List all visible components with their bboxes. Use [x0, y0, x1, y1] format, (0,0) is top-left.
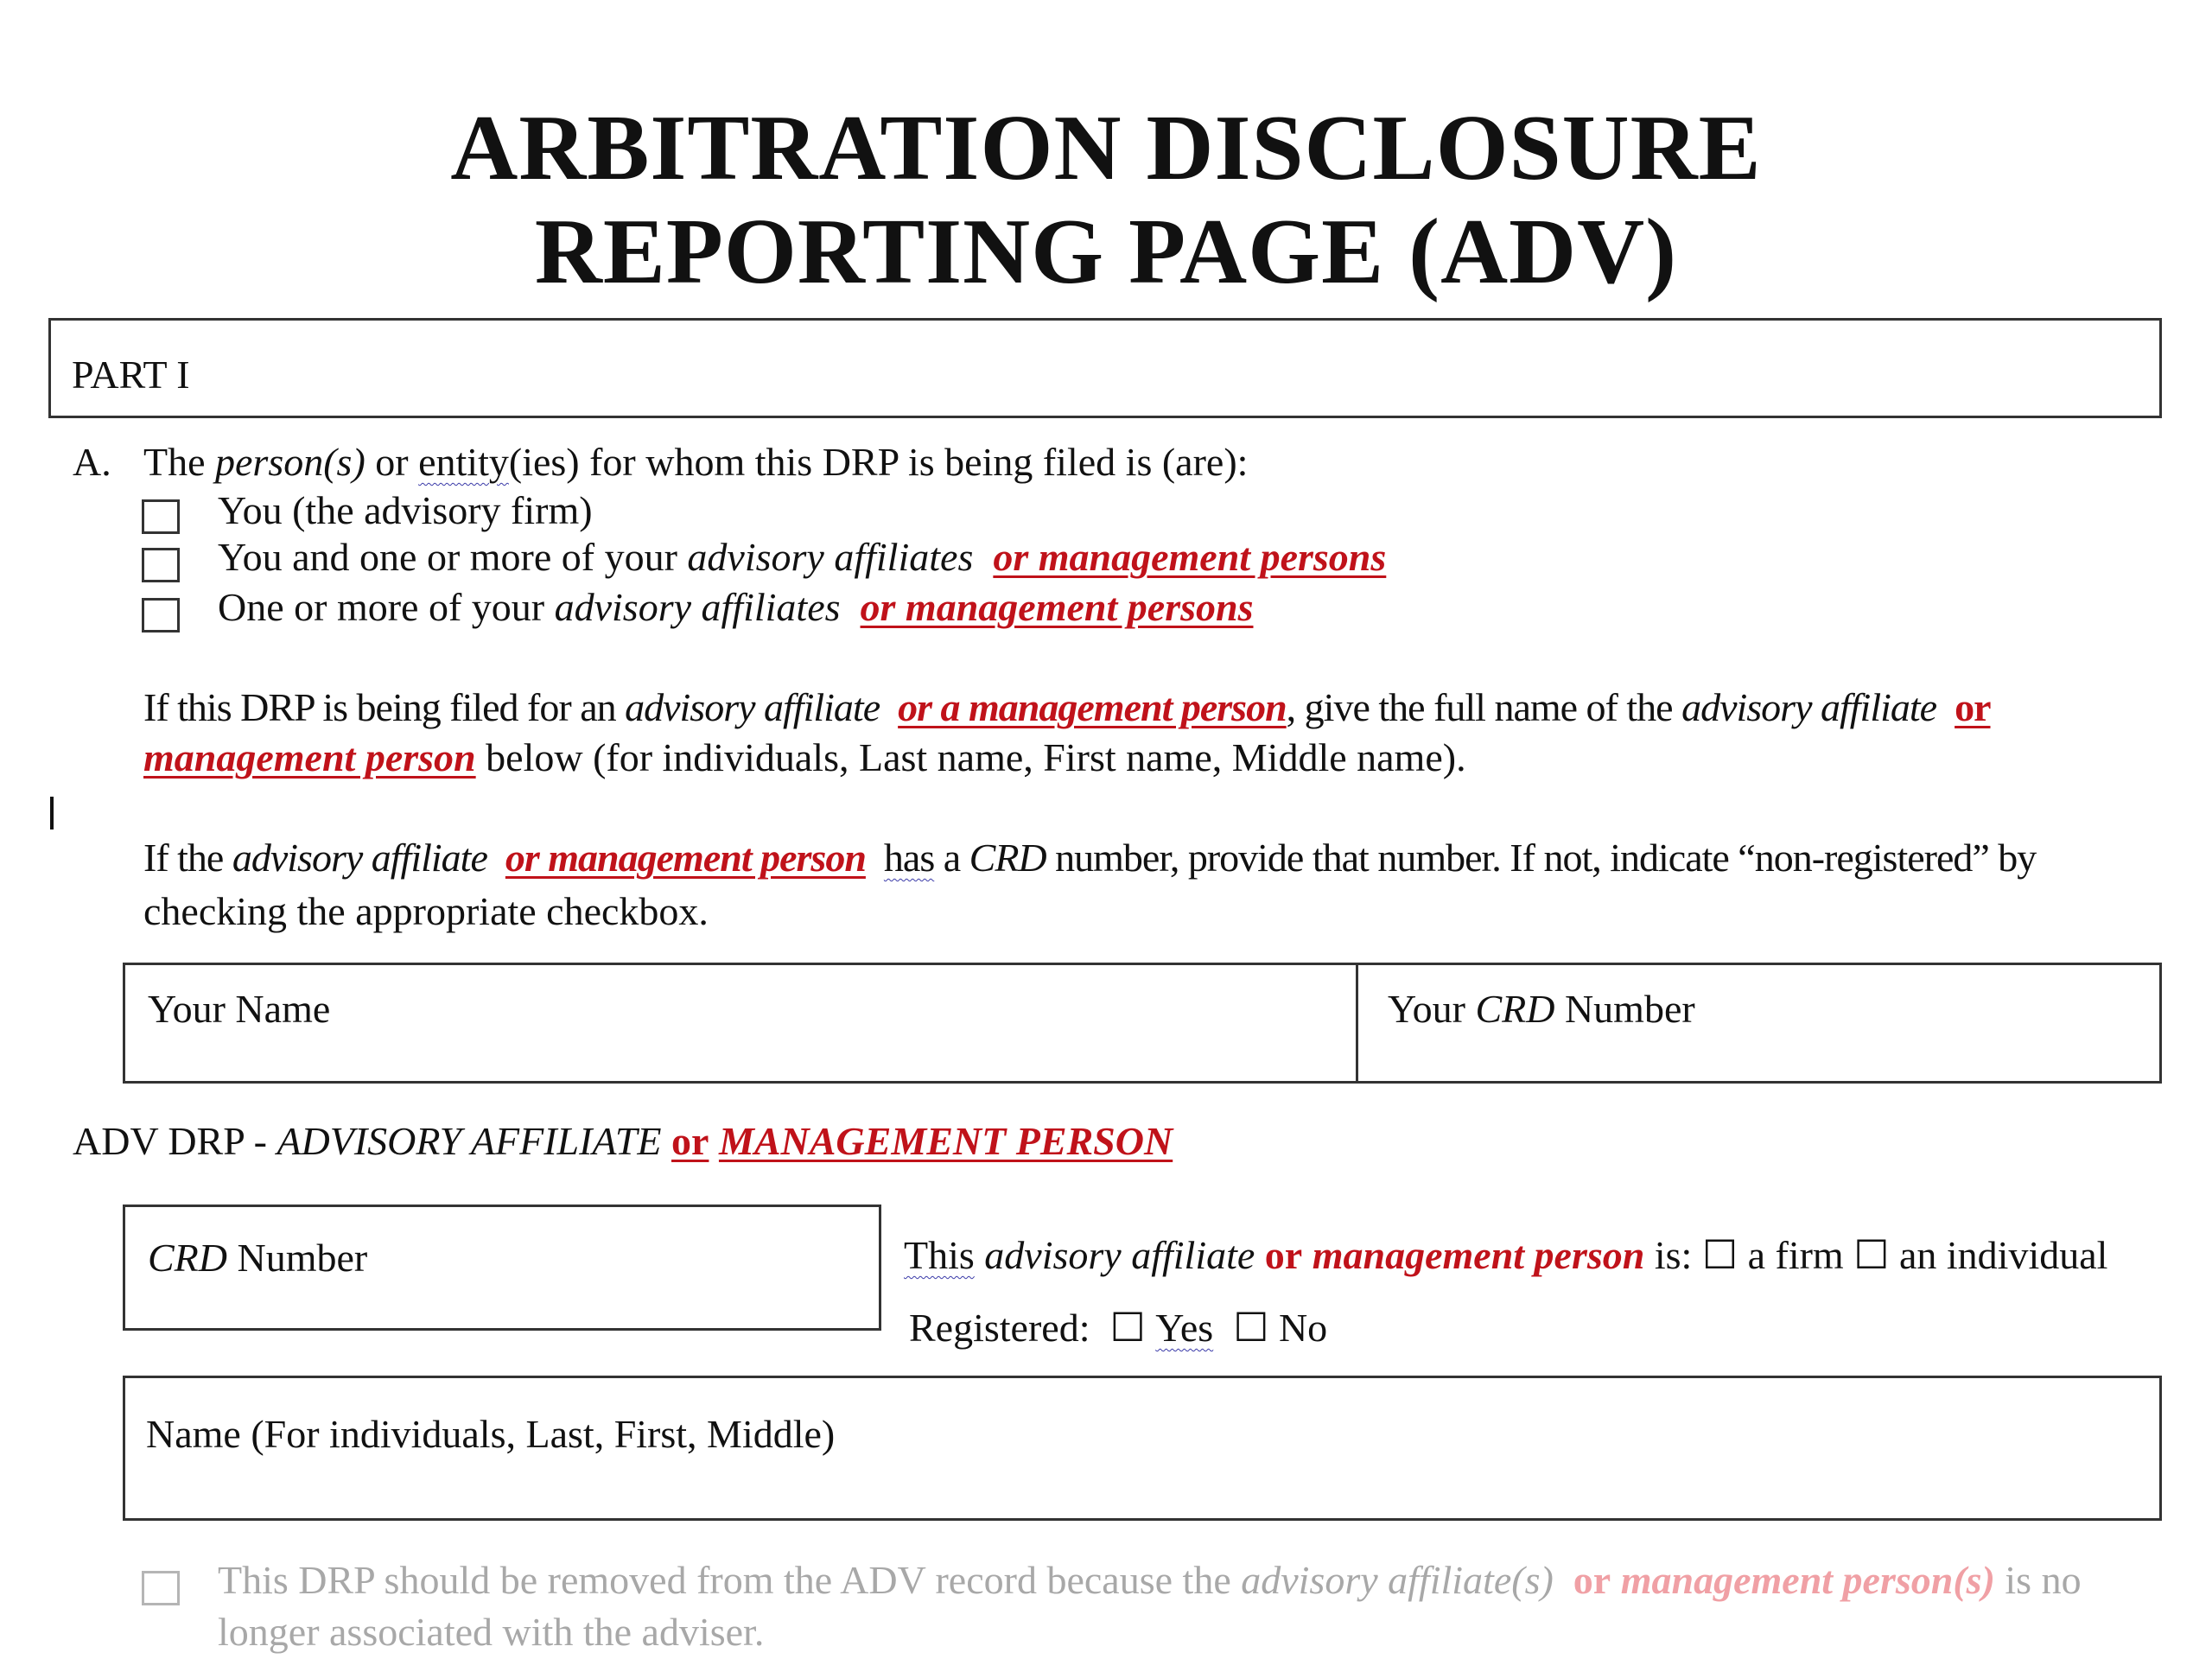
affiliate-name-field[interactable]	[123, 1376, 2162, 1521]
remove-drp-checkbox[interactable]	[142, 1571, 180, 1605]
registered-no-checkbox[interactable]: ☐	[1233, 1306, 1269, 1350]
page-title-line-2: REPORTING PAGE (ADV)	[534, 200, 1678, 303]
instruction-paragraph-2-line-2: checking the appropriate checkbox.	[143, 889, 709, 933]
crd-number-label: CRD Number	[148, 1236, 368, 1280]
option-you-and-affiliates-checkbox[interactable]	[142, 548, 180, 582]
instruction-paragraph-1-line-1: If this DRP is being filed for an advisory affiliate or a management person, give the full name of the advisory affiliate or	[143, 685, 1991, 729]
your-crd-number-field[interactable]	[1356, 963, 2162, 1084]
adv-drp-heading: ADV DRP - ADVISORY AFFILIATE or MANAGEMENT PERSON	[73, 1119, 1173, 1163]
affiliate-type-line: This advisory affiliate or management person is: ☐ a firm ☐ an individual	[904, 1233, 2108, 1277]
option-advisory-firm-label: You (the advisory firm)	[218, 488, 593, 532]
text-cursor	[50, 797, 54, 830]
affiliate-name-label: Name (For individuals, Last, First, Middle)	[146, 1412, 836, 1456]
firm-checkbox[interactable]: ☐	[1701, 1233, 1738, 1277]
section-a-intro: The person(s) or entity(ies) for whom this DRP is being filed is (are):	[143, 440, 1249, 484]
registered-line: Registered: ☐ Yes ☐ No	[909, 1306, 1328, 1350]
registered-yes-checkbox[interactable]: ☐	[1109, 1306, 1146, 1350]
part-label: PART I	[72, 353, 190, 397]
instruction-paragraph-1-line-2: management person below (for individuals, Last name, First name, Middle name).	[143, 735, 1466, 779]
your-crd-number-label: Your CRD Number	[1388, 987, 1695, 1031]
option-affiliates-only-checkbox[interactable]	[142, 598, 180, 632]
remove-drp-label-line-1: This DRP should be removed from the ADV record because the advisory affiliate(s) or management person(s) is no	[218, 1558, 2082, 1602]
remove-drp-label-line-2: longer associated with the adviser.	[218, 1610, 765, 1654]
option-affiliates-only-label: One or more of your advisory affiliates or management persons	[218, 585, 1254, 629]
section-letter: A.	[73, 440, 111, 484]
option-advisory-firm-checkbox[interactable]	[142, 499, 180, 534]
individual-checkbox[interactable]: ☐	[1853, 1233, 1890, 1277]
part-header-box	[48, 318, 2162, 418]
your-name-label: Your Name	[148, 987, 331, 1031]
page-title-line-1: ARBITRATION DISCLOSURE	[450, 97, 1762, 200]
option-you-and-affiliates-label: You and one or more of your advisory affiliates or management persons	[218, 535, 1387, 579]
instruction-paragraph-2-line-1: If the advisory affiliate or management person has a CRD number, provide that number. If not, indicate “non-registered” by	[143, 836, 2037, 880]
your-name-field[interactable]	[123, 963, 1358, 1084]
crd-number-field[interactable]	[123, 1205, 881, 1331]
